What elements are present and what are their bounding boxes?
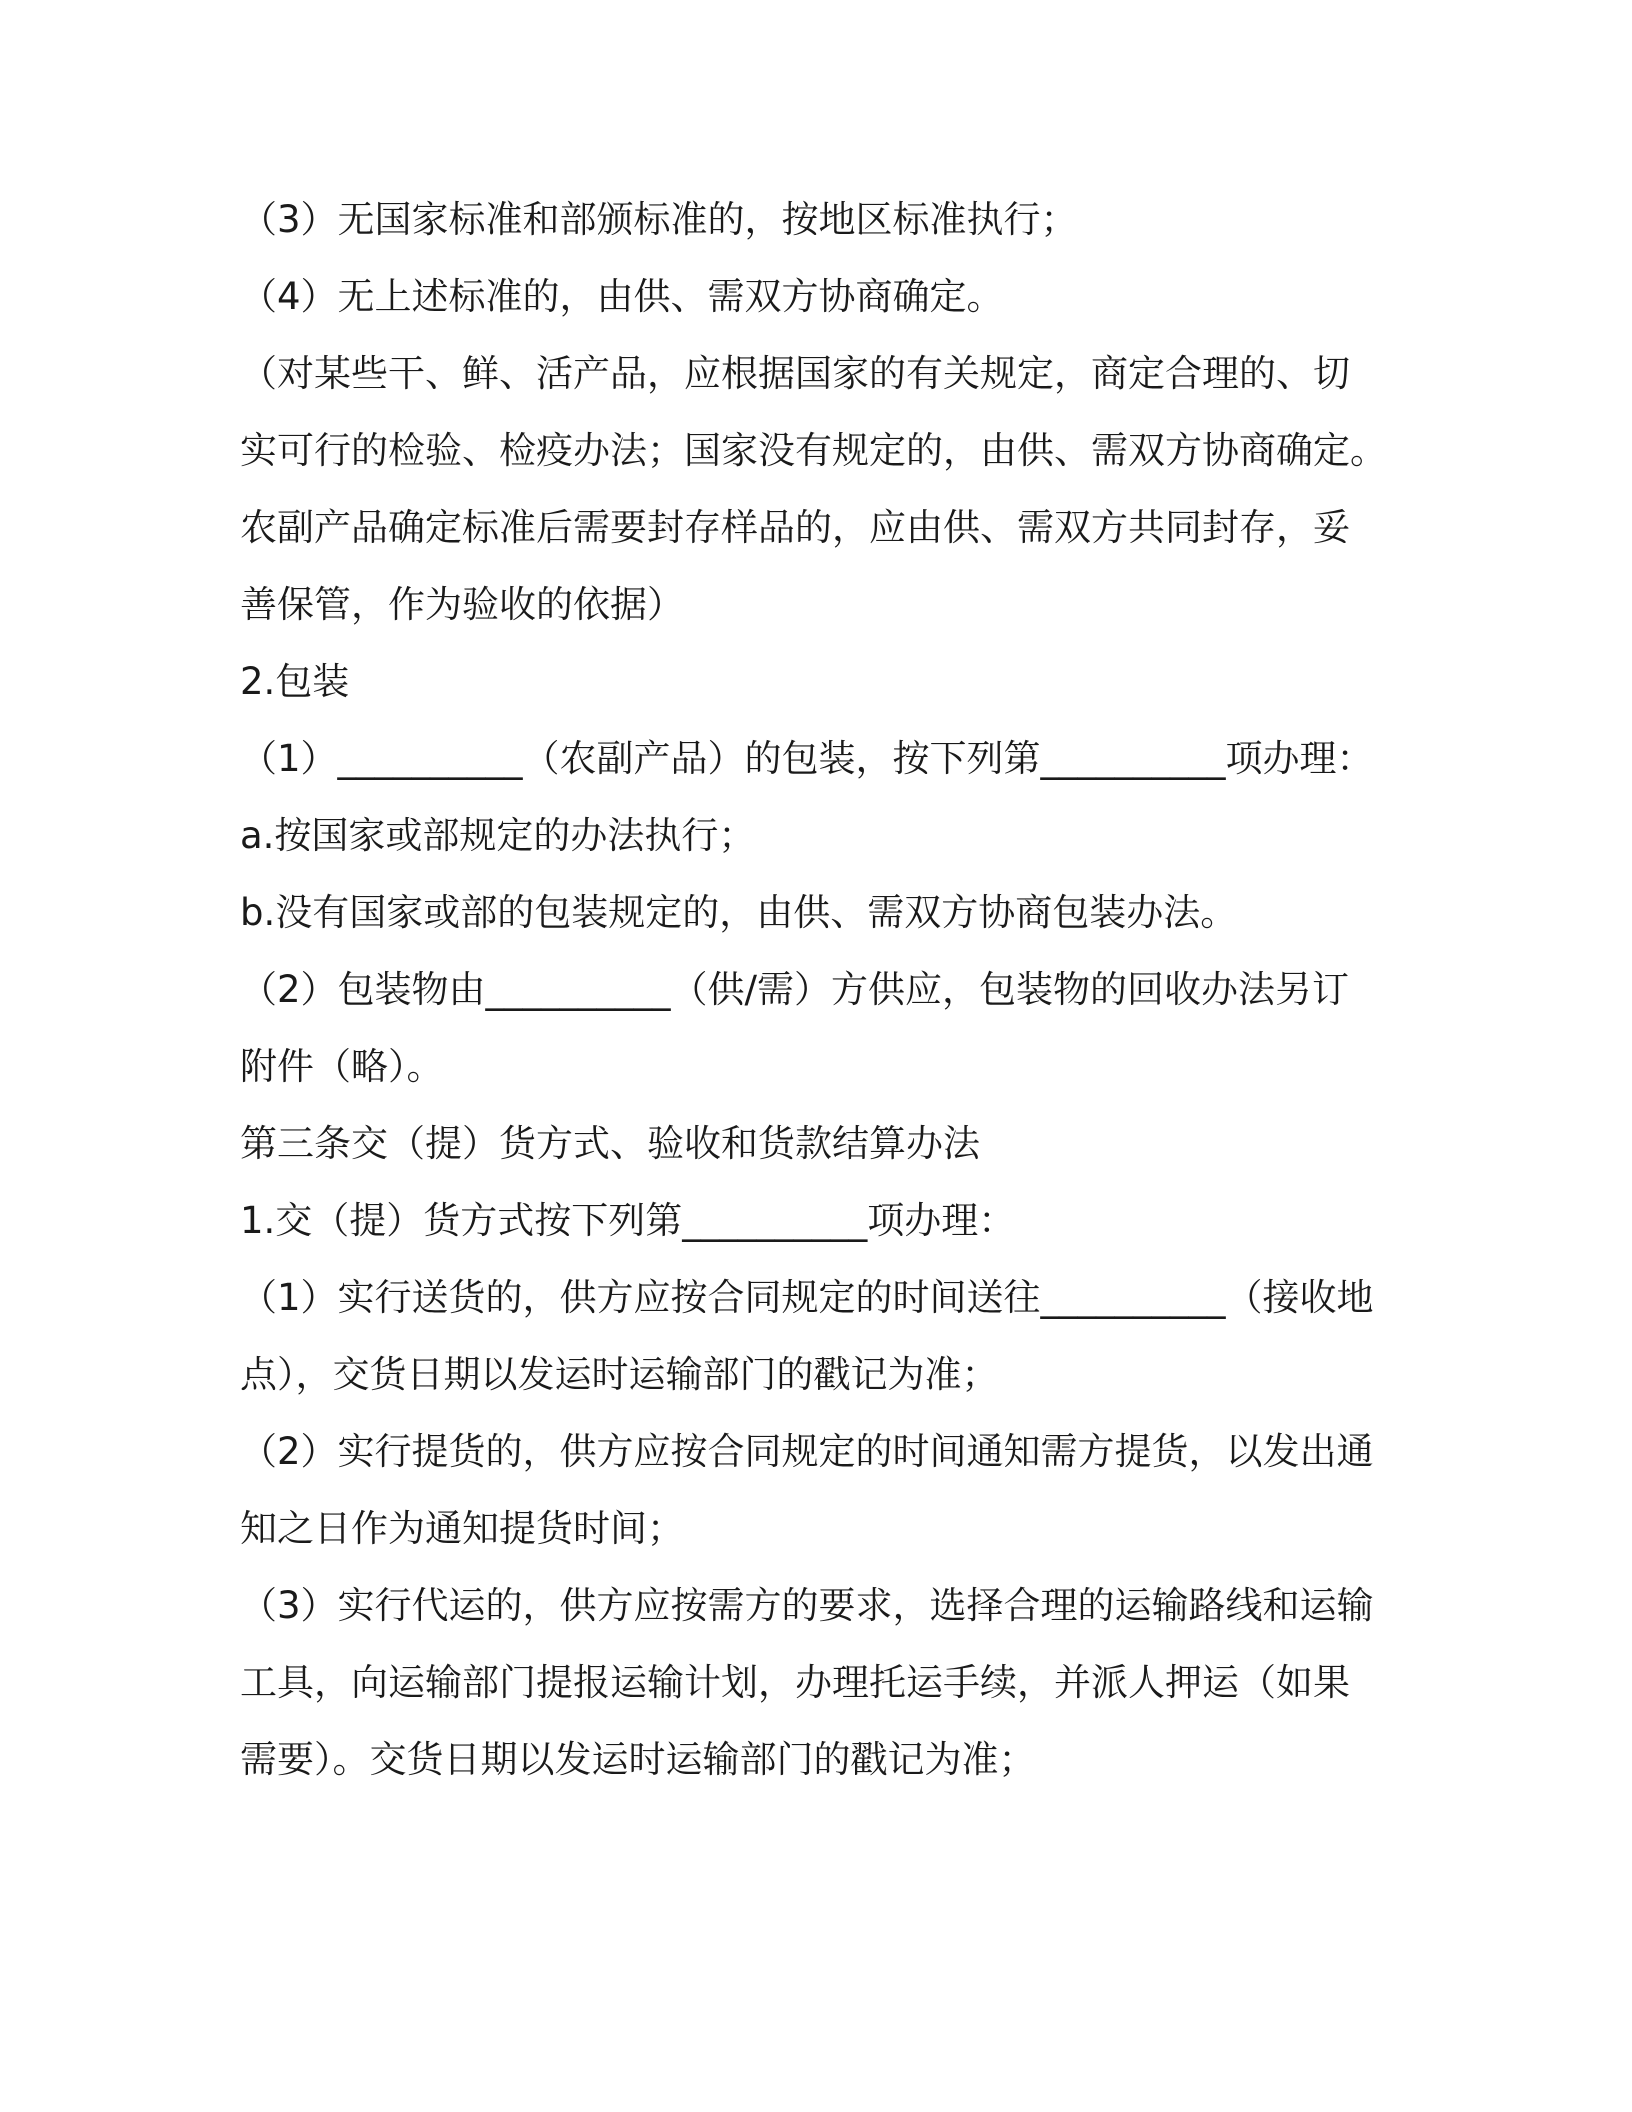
text-line: （1）实行送货的，供方应按合同规定的时间送往__________（接收地 xyxy=(240,1276,1374,1319)
text-line: （4）无上述标准的，由供、需双方协商确定。 xyxy=(240,275,1004,318)
text-line: 善保管，作为验收的依据） xyxy=(240,583,684,626)
document-body xyxy=(240,181,1400,1798)
text-line: （3）实行代运的，供方应按需方的要求，选择合理的运输路线和运输 xyxy=(240,1584,1374,1627)
text-line: a.按国家或部规定的办法执行； xyxy=(240,814,756,857)
text-line: 附件（略）。 xyxy=(240,1045,444,1088)
text-line: 工具，向运输部门提报运输计划，办理托运手续，并派人押运（如果 xyxy=(240,1661,1350,1704)
text-line: （对某些干、鲜、活产品，应根据国家的有关规定，商定合理的、切 xyxy=(240,352,1350,395)
section-heading: 2.包装 xyxy=(240,660,350,703)
text-line: 需要）。交货日期以发运时运输部门的戳记为准； xyxy=(240,1738,1036,1781)
text-line: 知之日作为通知提货时间； xyxy=(240,1507,684,1550)
text-line: （2）包装物由__________（供/需）方供应，包装物的回收办法另订 xyxy=(240,968,1350,1011)
article-heading: 第三条交（提）货方式、验收和货款结算办法 xyxy=(240,1122,980,1165)
text-line: 农副产品确定标准后需要封存样品的，应由供、需双方共同封存，妥 xyxy=(240,506,1350,549)
text-line: （2）实行提货的，供方应按合同规定的时间通知需方提货，以发出通 xyxy=(240,1430,1374,1473)
text-line: （1）__________（农副产品）的包装，按下列第__________项办理： xyxy=(240,737,1374,780)
text-line: 实可行的检验、检疫办法；国家没有规定的，由供、需双方协商确定。 xyxy=(240,429,1387,472)
text-line: b.没有国家或部的包装规定的，由供、需双方协商包装办法。 xyxy=(240,891,1238,934)
text-line: 点），交货日期以发运时运输部门的戳记为准； xyxy=(240,1353,999,1396)
text-line: （3）无国家标准和部颁标准的，按地区标准执行； xyxy=(240,198,1078,241)
text-line: 1.交（提）货方式按下列第__________项办理： xyxy=(240,1199,1016,1242)
